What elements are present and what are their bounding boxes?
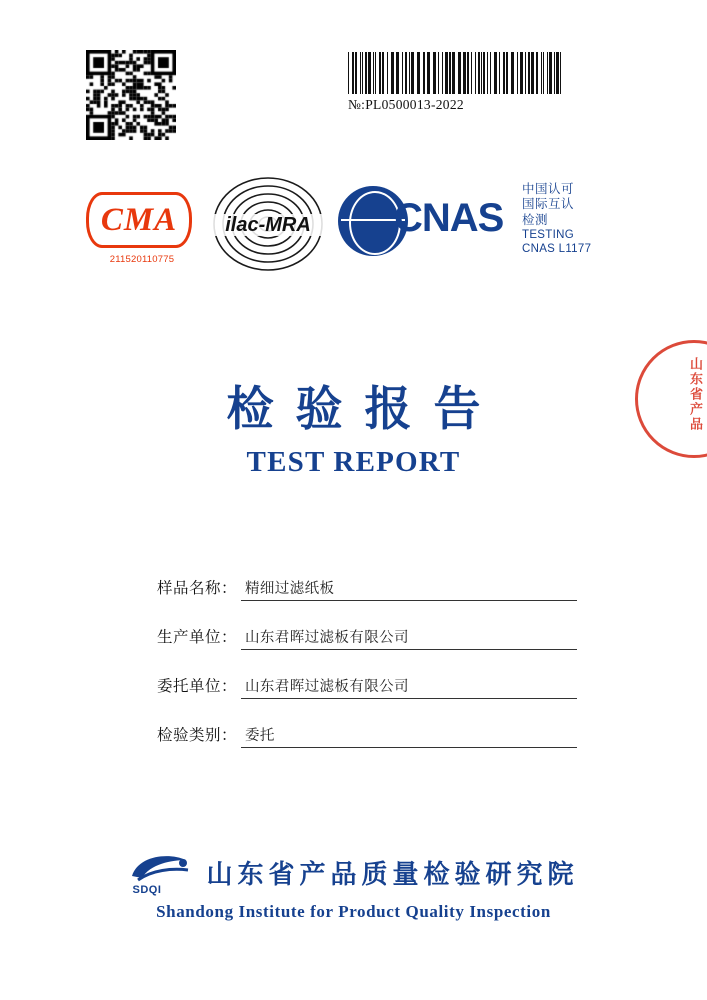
field-underline (241, 747, 577, 748)
report-serial-number (348, 97, 568, 113)
field-value: 委托 (245, 728, 275, 744)
seal-text: 山东省产品 (688, 357, 703, 432)
field-value: 山东君晖过滤板有限公司 (245, 679, 409, 695)
field-label: 检验类别： (157, 727, 238, 744)
field-inspection-type (157, 717, 577, 766)
cnas-side-line2: 国际互认 (522, 197, 575, 212)
field-label: 委托单位： (157, 678, 238, 695)
field-sample-name (157, 570, 577, 619)
sdqi-logo-icon (128, 850, 194, 894)
barcode-block (348, 52, 568, 113)
cnas-side-text (522, 182, 618, 256)
cnas-side-line1: 中国认可 (522, 182, 575, 196)
serial-prefix: №: (348, 97, 366, 112)
field-client (157, 668, 577, 717)
cnas-side-line3: 检测 (522, 212, 549, 227)
official-seal-stamp (635, 340, 707, 458)
svg-text:ilac-MRA: ilac-MRA (225, 214, 311, 236)
field-value: 山东君晖过滤板有限公司 (245, 630, 409, 646)
institute-name-en: Shandong Institute for Product Quality Inspection (156, 902, 551, 921)
field-manufacturer (157, 619, 577, 668)
qr-code-image (86, 50, 176, 140)
issuing-institute (0, 850, 707, 922)
field-label: 生产单位： (157, 629, 238, 646)
qr-code (86, 50, 176, 140)
accreditation-marks (86, 172, 606, 282)
page-title-cn: 检验报告 (226, 384, 503, 436)
report-fields (157, 570, 577, 766)
cnas-label: CNAS (394, 196, 504, 240)
field-label: 样品名称： (157, 580, 238, 597)
ilac-mra-icon (208, 172, 328, 276)
cma-mark-icon (86, 192, 192, 248)
field-underline (241, 698, 577, 699)
page-title-en: TEST REPORT (246, 446, 461, 478)
barcode-image (348, 52, 564, 94)
serial-value: PL0500013-2022 (365, 97, 464, 112)
cnas-mark-icon (338, 180, 518, 266)
cnas-side-line4: TESTING (522, 228, 574, 241)
field-value: 精细过滤纸板 (245, 581, 335, 597)
cnas-side-line5: CNAS L1177 (522, 242, 592, 255)
field-underline (241, 600, 577, 601)
sdqi-logo-word: SDQI (132, 884, 162, 896)
cma-label: CMA (100, 201, 178, 238)
institute-name-cn: 山东省产品质量检验研究院 (206, 859, 579, 889)
field-underline (241, 649, 577, 650)
cma-number: 211520110775 (109, 254, 175, 265)
